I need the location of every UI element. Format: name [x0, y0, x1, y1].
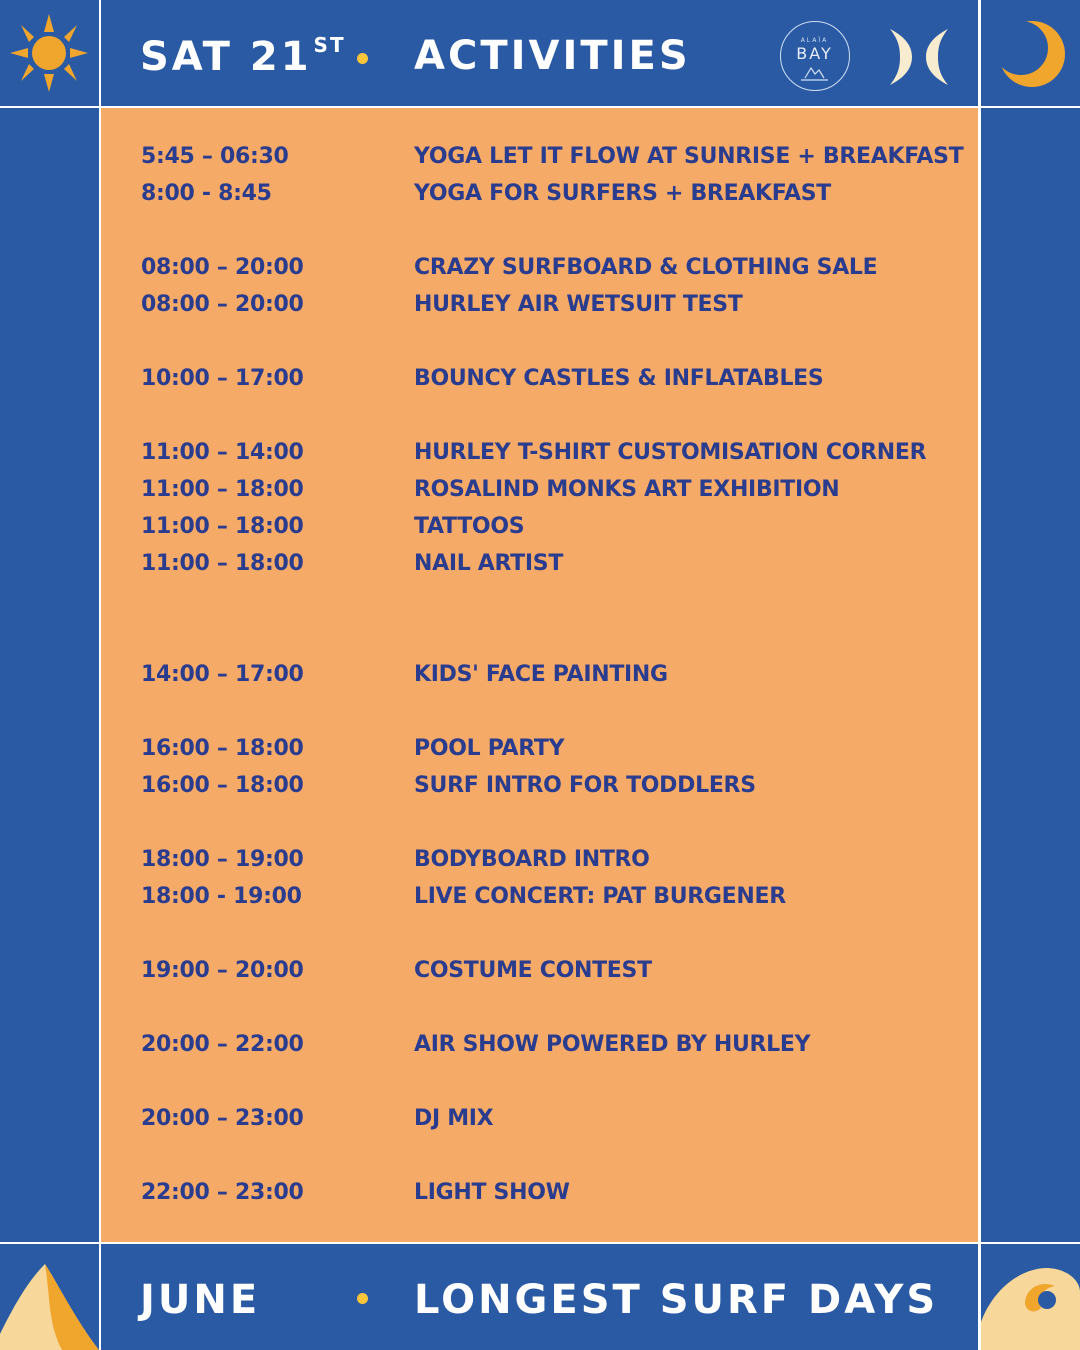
schedule-row — [101, 255, 978, 285]
schedule-time: 20:00 – 22:00 — [141, 1032, 304, 1057]
header-day — [140, 33, 346, 80]
schedule-time: 14:00 – 17:00 — [141, 662, 304, 687]
schedule-row — [101, 1180, 978, 1210]
schedule-time: 10:00 – 17:00 — [141, 366, 304, 391]
schedule-activity: BOUNCY CASTLES & INFLATABLES — [414, 366, 824, 391]
top-right-tile — [981, 0, 1080, 106]
schedule-activity: LIVE CONCERT: PAT BURGENER — [414, 884, 786, 909]
schedule-row — [101, 736, 978, 766]
schedule-time: 8:00 - 8:45 — [141, 181, 272, 206]
header-day-number: SAT 21 — [140, 34, 312, 80]
header-day-suffix: ST — [313, 33, 346, 57]
schedule-row — [101, 1032, 978, 1062]
bottom-left-tile — [0, 1244, 99, 1350]
schedule-panel — [101, 108, 978, 1242]
schedule-activity: HURLEY AIR WETSUIT TEST — [414, 292, 743, 317]
schedule-time: 11:00 – 18:00 — [141, 514, 304, 539]
top-left-tile — [0, 0, 99, 106]
schedule-activity: LIGHT SHOW — [414, 1180, 570, 1205]
schedule-row — [101, 144, 978, 174]
schedule-activity: DJ MIX — [414, 1106, 494, 1131]
schedule-row — [101, 366, 978, 396]
header-separator-dot — [357, 53, 368, 64]
footer-separator-dot — [357, 1293, 368, 1304]
schedule-time: 08:00 – 20:00 — [141, 255, 304, 280]
footer-month: JUNE — [140, 1277, 261, 1323]
alaia-bay-logo — [780, 21, 850, 91]
schedule-row — [101, 1106, 978, 1136]
right-column — [981, 108, 1080, 1242]
schedule-time: 16:00 – 18:00 — [141, 773, 304, 798]
schedule-row — [101, 477, 978, 507]
sand-dune-icon — [0, 1244, 99, 1350]
schedule-time: 18:00 – 19:00 — [141, 847, 304, 872]
schedule-activity: TATTOOS — [414, 514, 525, 539]
schedule-time: 18:00 - 19:00 — [141, 884, 302, 909]
schedule-activity: KIDS' FACE PAINTING — [414, 662, 668, 687]
schedule-activity: CRAZY SURFBOARD & CLOTHING SALE — [414, 255, 878, 280]
alaia-bay-logo-big-text: BAY — [796, 44, 833, 63]
schedule-time: 19:00 – 20:00 — [141, 958, 304, 983]
schedule-activity: POOL PARTY — [414, 736, 565, 761]
schedule-time: 11:00 – 14:00 — [141, 440, 304, 465]
schedule-row — [101, 958, 978, 988]
schedule-row — [101, 181, 978, 211]
wave-icon — [981, 1244, 1080, 1350]
hurley-logo-icon — [888, 27, 950, 87]
schedule-activity: COSTUME CONTEST — [414, 958, 652, 983]
schedule-activity: ROSALIND MONKS ART EXHIBITION — [414, 477, 840, 502]
schedule-time: 11:00 – 18:00 — [141, 551, 304, 576]
schedule-activity: HURLEY T-SHIRT CUSTOMISATION CORNER — [414, 440, 927, 465]
schedule-time: 20:00 – 23:00 — [141, 1106, 304, 1131]
schedule-time: 22:00 – 23:00 — [141, 1180, 304, 1205]
alaia-bay-logo-small-text: ALAÏA — [800, 37, 829, 44]
header-title: ACTIVITIES — [414, 33, 691, 79]
bottom-right-tile — [981, 1244, 1080, 1350]
footer-title: LONGEST SURF DAYS — [414, 1277, 939, 1323]
schedule-row — [101, 292, 978, 322]
schedule-time: 11:00 – 18:00 — [141, 477, 304, 502]
schedule-activity: BODYBOARD INTRO — [414, 847, 650, 872]
crescent-moon-icon — [981, 0, 1080, 106]
schedule-activity: YOGA FOR SURFERS + BREAKFAST — [414, 181, 831, 206]
schedule-time: 16:00 – 18:00 — [141, 736, 304, 761]
schedule-activity: YOGA LET IT FLOW AT SUNRISE + BREAKFAST — [414, 144, 964, 169]
schedule-activity: AIR SHOW POWERED BY HURLEY — [414, 1032, 811, 1057]
schedule-time: 5:45 – 06:30 — [141, 144, 289, 169]
schedule-time: 08:00 – 20:00 — [141, 292, 304, 317]
schedule-row — [101, 440, 978, 470]
schedule-row — [101, 847, 978, 877]
schedule-row — [101, 884, 978, 914]
schedule-row — [101, 662, 978, 692]
schedule-row — [101, 514, 978, 544]
schedule-activity: NAIL ARTIST — [414, 551, 564, 576]
schedule-row — [101, 773, 978, 803]
sun-icon — [0, 0, 99, 106]
left-column — [0, 108, 99, 1242]
schedule-activity: SURF INTRO FOR TODDLERS — [414, 773, 756, 798]
schedule-row — [101, 551, 978, 581]
alaia-bay-logo-mark-icon — [781, 64, 848, 84]
